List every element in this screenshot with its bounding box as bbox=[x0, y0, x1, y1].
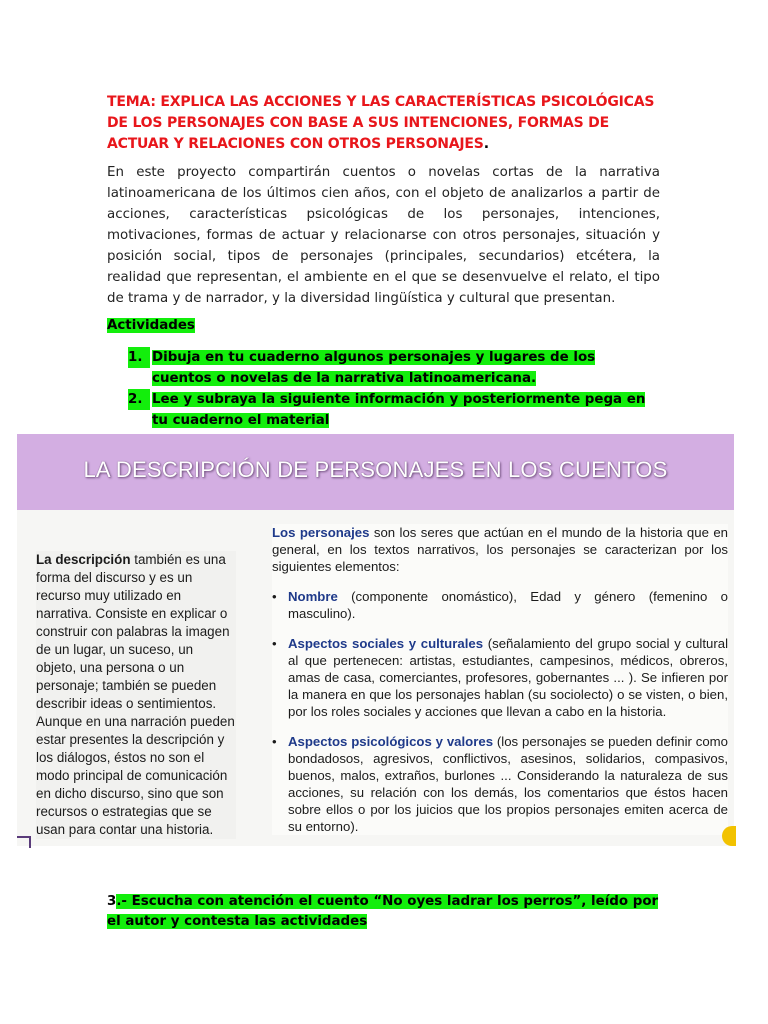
characters-panel bbox=[272, 524, 728, 835]
characters-term: Los personajes bbox=[272, 525, 370, 540]
activity-text: Dibuja en tu cuaderno algunos personajes y lugares de los cuentos o novelas de la narrativa latinoamericana. bbox=[152, 350, 596, 386]
description-panel bbox=[36, 551, 236, 839]
title-period: . bbox=[483, 136, 489, 152]
image-banner bbox=[17, 434, 734, 510]
activity-text: Lee y subraya la siguiente información y posteriormente pega en tu cuaderno el material bbox=[152, 392, 646, 428]
bullet-term: Aspectos sociales y culturales bbox=[288, 636, 484, 651]
bullet-dot-icon: • bbox=[272, 589, 277, 604]
description-text: también es una forma del discurso y es un recurso muy utilizado en narrativa. Consiste en explicar o construir con palabras la imagen de un lugar, un suceso, un objeto, una persona o un personaje; también se pueden describir ideas o sentimientos. Aunque en una narración pueden estar presentes la descripción y los diálogos, éstos no son el modo principal de comunicación en dicho discurso, sino que son recursos o estrategias que se usan para contar una historia. bbox=[36, 552, 235, 837]
page-title bbox=[107, 92, 667, 155]
bullet-term: Nombre bbox=[288, 589, 338, 604]
activity-number: 1. bbox=[128, 347, 150, 368]
banner-title: LA DESCRIPCIÓN DE PERSONAJES EN LOS CUENTOS bbox=[83, 457, 668, 482]
bullet-text: (componente onomástico), Edad y género (femenino o masculino). bbox=[288, 589, 728, 621]
bullet-dot-icon: • bbox=[272, 734, 277, 749]
activities-heading-text: Actividades bbox=[107, 318, 195, 333]
activities-heading bbox=[107, 316, 195, 336]
bullet-text: (los personajes se pueden definir como bondadosos, agresivos, conflictivos, asesinos, solidarios, compasivos, buenos, malos, extraños, burlones ... Considerando la naturaleza de sus acciones, su relación con los demás, los comentarios que éstos hacen sobre ellos o por los juicios que los propios personajes emiten acerca de su entorno). bbox=[288, 734, 728, 834]
activity-item-3 bbox=[107, 892, 667, 932]
activity-number: 2. bbox=[128, 389, 150, 410]
description-term: La descripción bbox=[36, 552, 131, 567]
element-bullet bbox=[272, 733, 728, 835]
yellow-leaf-icon bbox=[722, 826, 736, 846]
characters-intro-text: son los seres que actúan en el mundo de la historia que en general, en los textos narrativos, los personajes se caracterizan por los siguientes elementos: bbox=[272, 525, 728, 574]
activity-item-2 bbox=[128, 389, 658, 431]
element-bullet bbox=[272, 635, 728, 720]
corner-bracket-icon bbox=[17, 836, 31, 848]
element-bullet bbox=[272, 588, 728, 622]
bullet-text: (señalamiento del grupo social y cultural al que pertenecen: artistas, estudiantes, campesinos, médicos, obreros, amas de casa, comerciantes, profesores, gobernantes ... ). Se infieren por la manera en que los personajes hablan (su sociolecto) o se visten, o bien, por los roles sociales y acciones que llevan a cabo en la historia. bbox=[288, 636, 729, 719]
activity-number: 3 bbox=[107, 894, 117, 909]
title-text: TEMA: EXPLICA LAS ACCIONES Y LAS CARACTERÍSTICAS PSICOLÓGICAS DE LOS PERSONAJES CON BASE A SUS INTENCIONES, FORMAS DE ACTUAR Y RELACIONES CON OTROS PERSONAJES bbox=[107, 94, 655, 152]
activity-text: .- Escucha con atención el cuento “No oyes ladrar los perros”, leído por el autor y contesta las actividades bbox=[107, 894, 659, 929]
characters-intro bbox=[272, 524, 728, 575]
activity-item-1 bbox=[128, 347, 658, 389]
bullet-term: Aspectos psicológicos y valores bbox=[288, 734, 494, 749]
bullet-dot-icon: • bbox=[272, 636, 277, 651]
intro-paragraph: En este proyecto compartirán cuentos o novelas cortas de la narrativa latinoamericana de los últimos cien años, con el objeto de analizarlos a partir de acciones, características psicológicas de los personajes, intenciones, motivaciones, formas de actuar y relacionarse con otros personajes, situación y posición social, tipos de personajes (principales, secundarios) etcétera, la realidad que representan, el ambiente en el que se desenvuelve el relato, el tipo de trama y de narrador, y la diversidad lingüística y cultural que presentan. bbox=[107, 165, 660, 306]
